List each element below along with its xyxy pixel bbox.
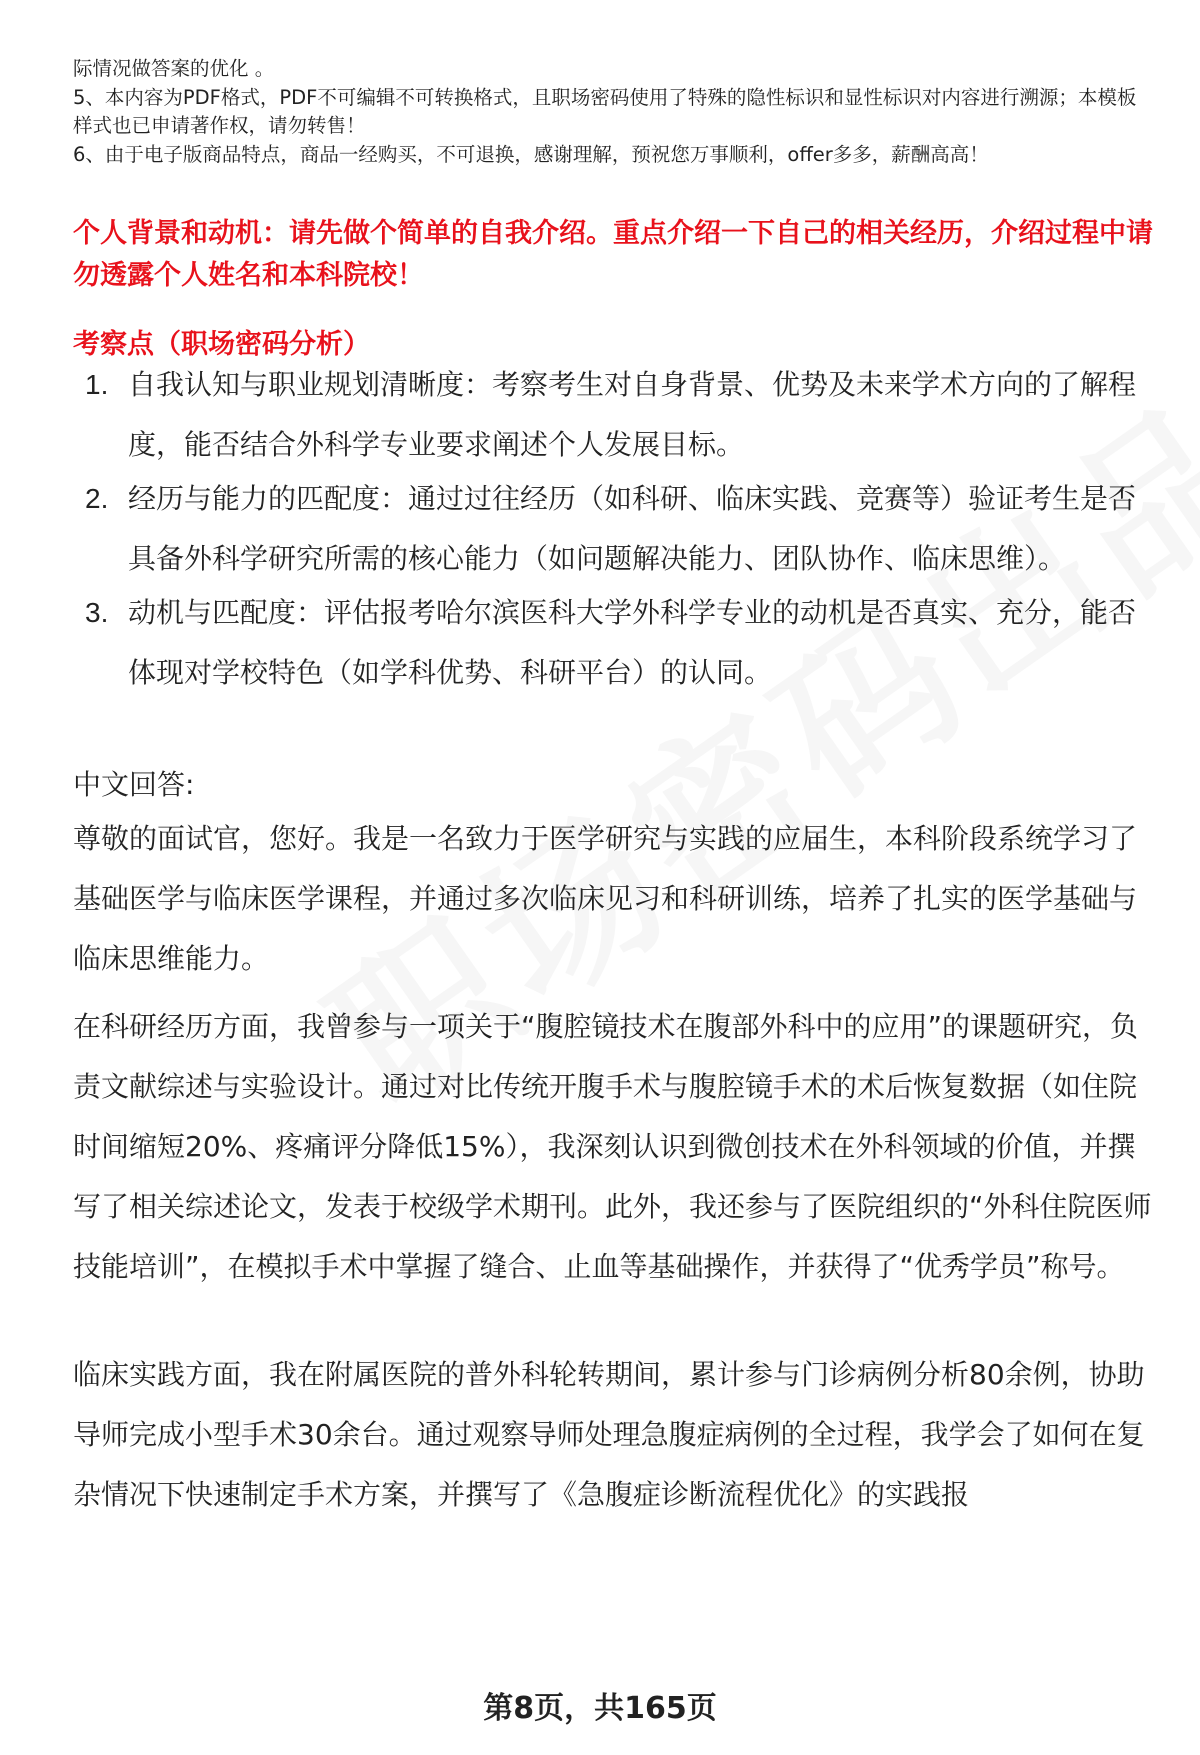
point-text: 经历与能力的匹配度：通过过往经历（如科研、临床实践、竞赛等）验证考生是否具备外科学研究所需的核心能力（如问题解决能力、团队协作、临床思维）。 bbox=[128, 482, 1137, 575]
interview-question: 个人背景和动机：请先做个简单的自我介绍。重点介绍一下自己的相关经历，介绍过程中请勿透露个人姓名和本科院校！ bbox=[73, 218, 1153, 291]
point-text: 动机与匹配度：评估报考哈尔滨医科大学外科学专业的动机是否真实、充分，能否体现对学校特色（如学科优势、科研平台）的认同。 bbox=[128, 596, 1137, 689]
page-number: 第8页，共165页 bbox=[483, 1691, 717, 1726]
points-title: 考察点（职场密码分析） bbox=[73, 329, 370, 360]
notice-item-5: 5、本内容为PDF格式，PDF不可编辑不可转换格式，且职场密码使用了特殊的隐性标识和显性标识对内容进行溯源；本模板样式也已申请著作权，请勿转售！ bbox=[73, 86, 1137, 137]
answer-paragraph-3: 临床实践方面，我在附属医院的普外科轮转期间，累计参与门诊病例分析80余例，协助导师完成小型手术30余台。通过观察导师处理急腹症病例的全过程，我学会了如何在复杂情况下快速制定手术方案，并撰写了《急腹症诊断流程优化》的实践报 bbox=[73, 1358, 1145, 1511]
point-text: 自我认知与职业规划清晰度：考察考生对自身背景、优势及未来学术方向的了解程度，能否结合外科学专业要求阐述个人发展目标。 bbox=[128, 368, 1137, 461]
assessment-point bbox=[85, 469, 1160, 589]
assessment-point bbox=[85, 355, 1160, 475]
point-number: 1. bbox=[85, 369, 109, 400]
notice-line: 际情况做答案的优化 。 bbox=[73, 57, 275, 80]
point-number: 3. bbox=[85, 597, 109, 628]
assessment-points-list bbox=[85, 355, 1160, 703]
answer-label: 中文回答: bbox=[73, 768, 195, 801]
answer-paragraph-1: 尊敬的面试官，您好。我是一名致力于医学研究与实践的应届生，本科阶段系统学习了基础医学与临床医学课程，并通过多次临床见习和科研训练，培养了扎实的医学基础与临床思维能力。 bbox=[73, 822, 1138, 975]
assessment-point bbox=[85, 583, 1160, 703]
point-number: 2. bbox=[85, 483, 109, 514]
answer-paragraph-2: 在科研经历方面，我曾参与一项关于“腹腔镜技术在腹部外科中的应用”的课题研究，负责文献综述与实验设计。通过对比传统开腹手术与腹腔镜手术的术后恢复数据（如住院时间缩短20%、疼痛评分降低15%），我深刻认识到微创技术在外科领域的价值，并撰写了相关综述论文，发表于校级学术期刊。此外，我还参与了医院组织的“外科住院医师技能培训”，在模拟手术中掌握了缝合、止血等基础操作，并获得了“优秀学员”称号。 bbox=[73, 1010, 1152, 1283]
notice-item-6: 6、由于电子版商品特点，商品一经购买，不可退换，感谢理解，预祝您万事顺利，offer多多，薪酬高高！ bbox=[73, 143, 989, 166]
